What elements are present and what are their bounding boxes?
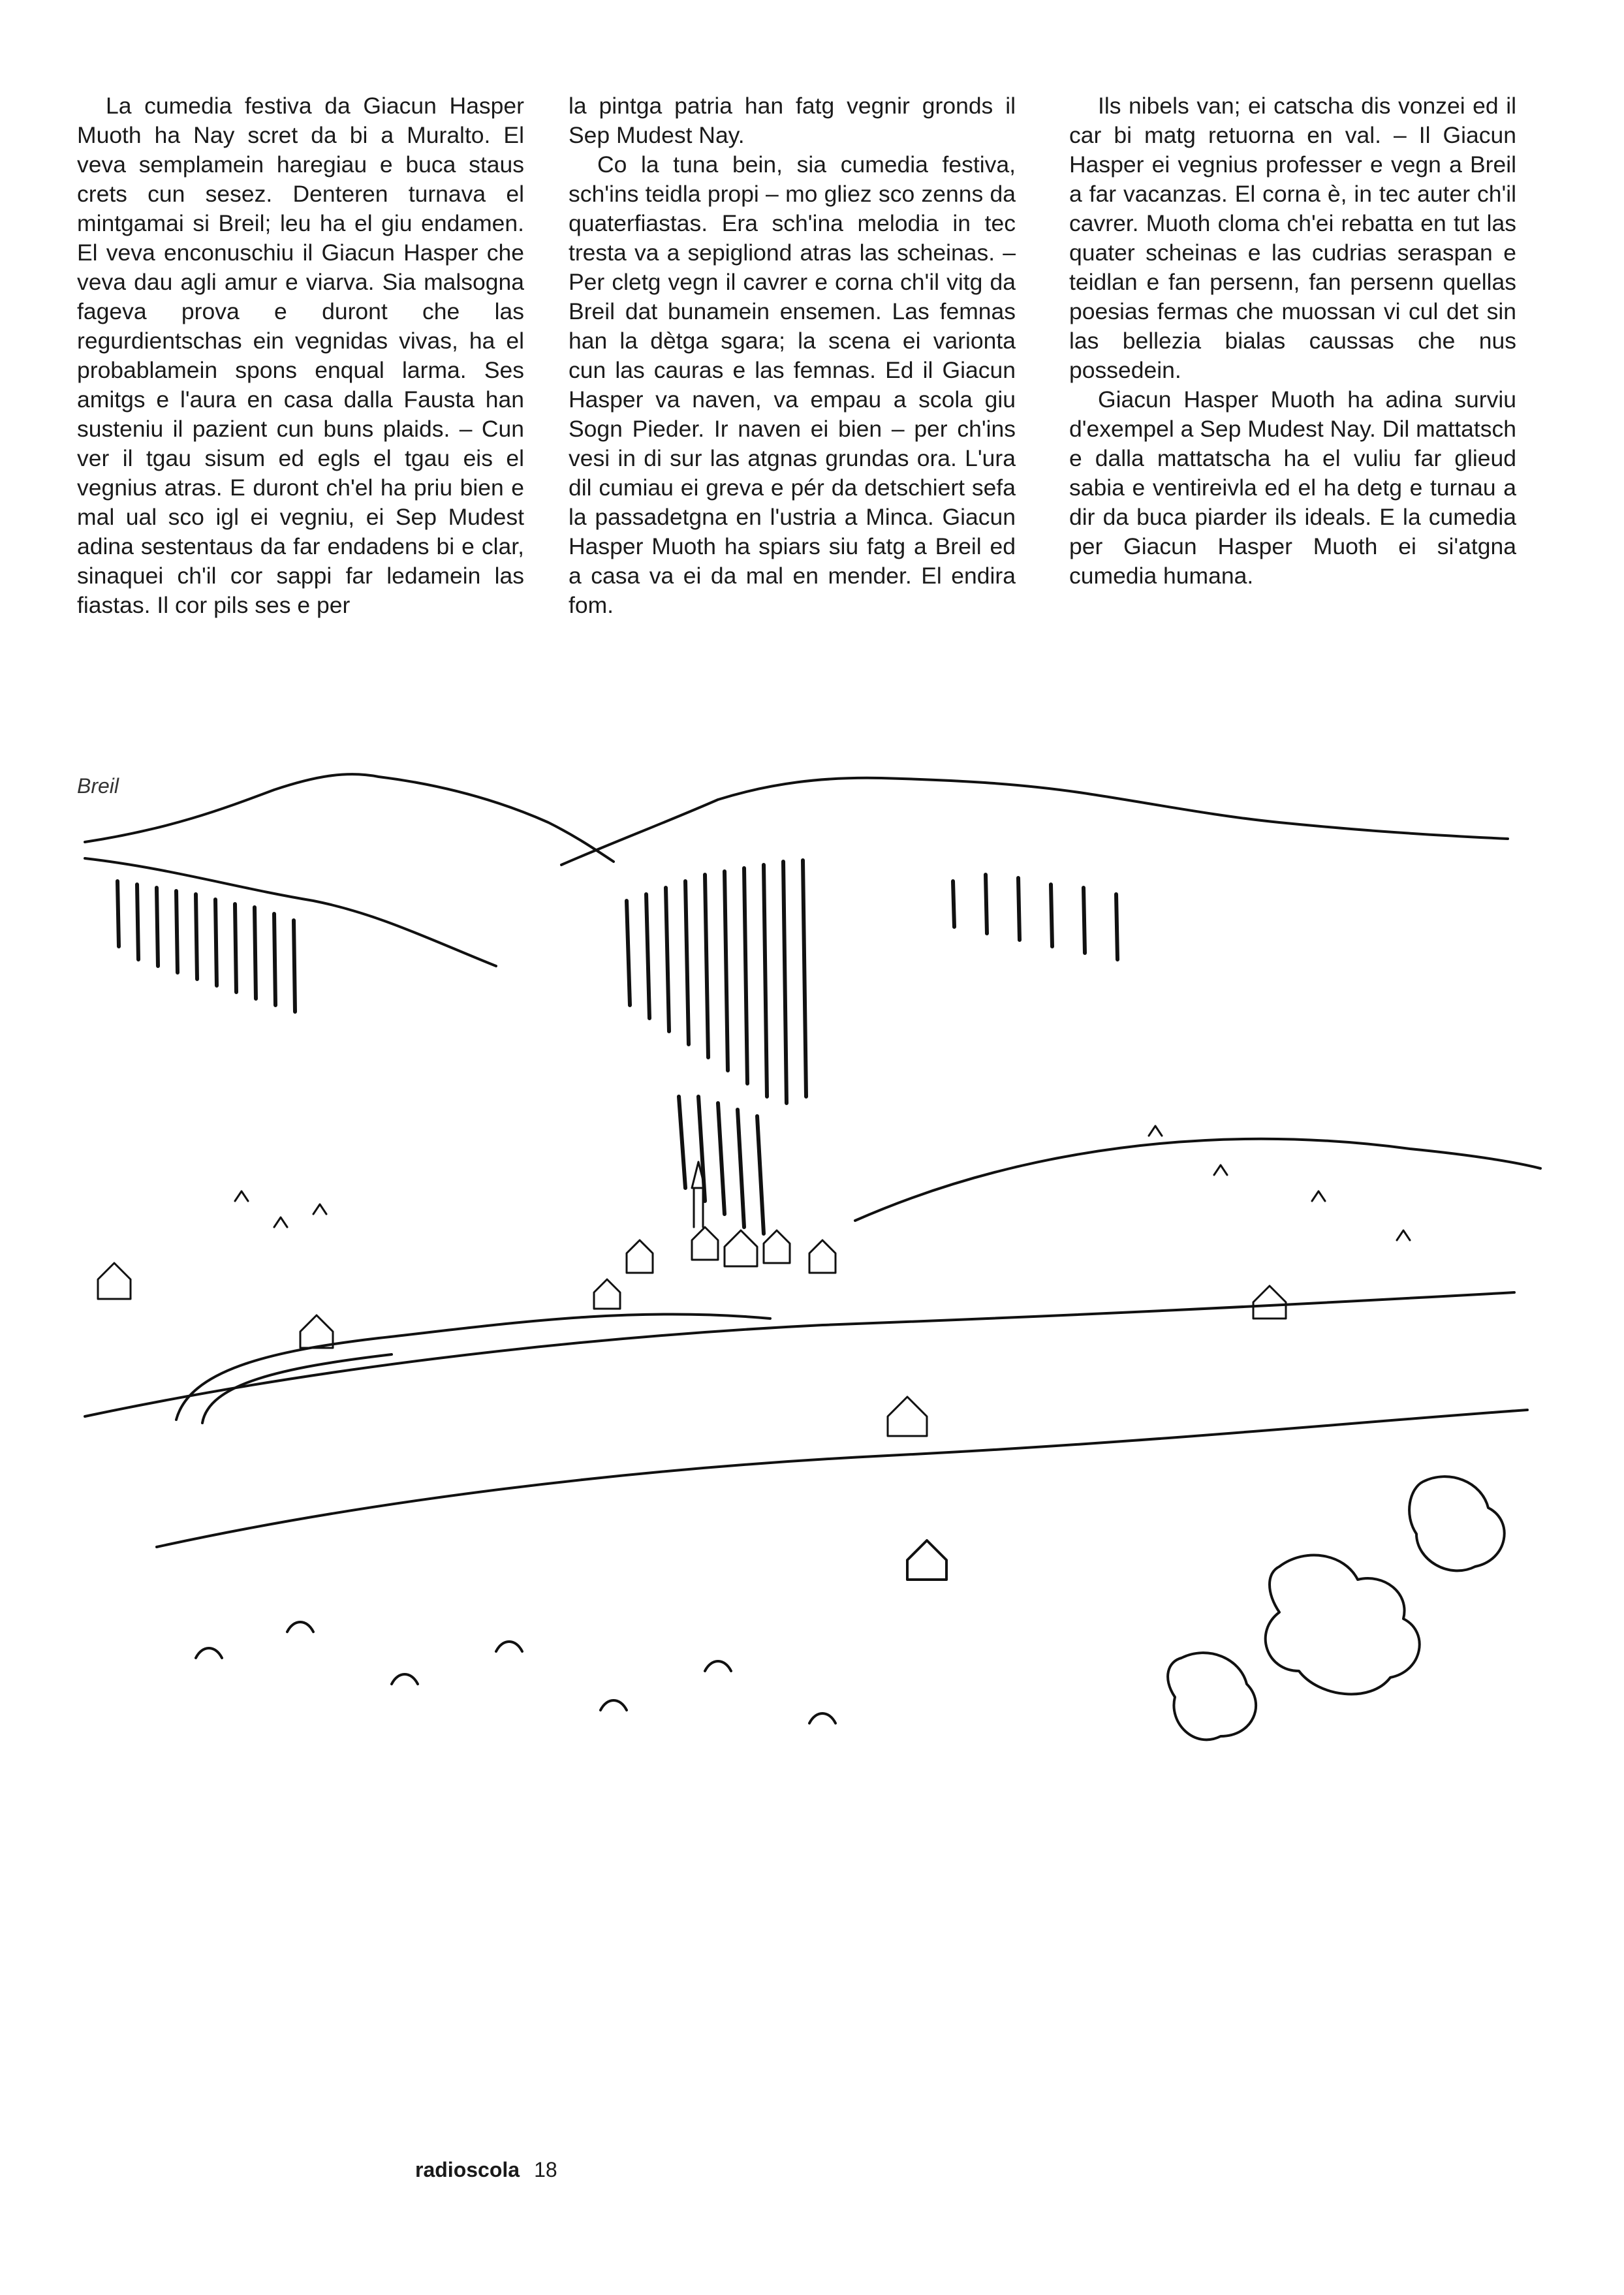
page-number: 18 xyxy=(534,2158,557,2181)
paragraph: Co la tuna bein, sia cumedia festiva, sch'ins teidla propi – mo gliez sco zenns da quaterfiastas. Era sch'ina melodia in tec tresta va a sepigliond atras las scheinas. – Per cletg vegn il cavrer e corna ch'il vitg da Breil dat bunamein ensemen. Las femnas han la dètga sgara; la scena ei varionta cun las cauras e las femnas. Ed il Giacun Hasper va naven, va empau a scola giu Sogn Pieder. Ir naven ei bien – per ch'ins vesi in di sur las atgnas grundas ora. L'ura dil cumiau ei greva e pér da detschiert sefa la passadetgna en l'ustria a Minca. Giacun Hasper Muoth ha spiars siu fatg a Breil ed a casa va ei da mal en mender. El endira fom. xyxy=(569,151,1016,618)
paragraph: Ils nibels van; ei catscha dis vonzei ed il car bi matg retuorna en val. – Il Giacun Hasper ei vegnius professer e vegn a Breil a far vacanzas. El corna è, in tec auter ch'il cavrer. Muoth cloma ch'ei rebatta en tut las quater scheinas e las cudrias seraspan e teidlan e fan persenn, fan persenn quellas poesias fermas che muossan vi cul det sin las bellezia bialas caussas che nus possedein. xyxy=(1069,93,1516,383)
meadow-line xyxy=(157,1410,1527,1547)
main-mountain-ridge xyxy=(561,778,1508,865)
paragraph: Giacun Hasper Muoth ha adina surviu d'exempel a Sep Mudest Nay. Dil mattatsch e dalla mattatscha ha el vuliu far glieud sabia e ventireivla ed el ha detg e turnau a dir da buca piarder ils ideals. E la cumedia per Giacun Hasper Muoth ei si'atgna cumedia humana. xyxy=(1069,386,1516,589)
foreground-shrubs xyxy=(196,1476,1505,1740)
hill-slope-right xyxy=(855,1139,1540,1221)
article-body xyxy=(77,91,1523,666)
paragraph: la pintga patria han fatg vegnir gronds il Sep Mudest Nay. xyxy=(569,93,1016,148)
village-houses xyxy=(98,1162,1286,1436)
text-column-2 xyxy=(569,91,1016,620)
illustration-caption: Breil xyxy=(77,774,119,798)
valley-line xyxy=(85,1292,1514,1416)
road xyxy=(176,1314,770,1420)
sketch-marks xyxy=(235,1126,1410,1240)
forest-hatching xyxy=(117,860,1117,1234)
paragraph: La cumedia festiva da Giacun Hasper Muoth ha Nay scret da bi a Muralto. El veva semplamein haregiau e buca staus crets cun sesez. Denteren turnava el mintgamai si Breil; leu ha el giu endamen. El veva enconuschiu il Giacun Hasper che veva dau agli amur e viarva. Sia malsogna fageva prova e duront che las regurdientschas ein vegnidas vivas, ha el probablamein spons enqual larma. Ses amitgs e l'aura en casa dalla Fausta han susteniu il pazient cun buns plaids. – Cun ver il tgau sisum ed egls el tgau eis el vegnius atras. E duront ch'el ha priu bien e mal ual sco igl ei vegniu, ei Sep Mudest adina sestentaus da far endadens bi e clar, sinaquei ch'il cor sappi far ledamein las fiastas. Il cor pils ses e per xyxy=(77,93,524,618)
village-sketch-illustration xyxy=(39,731,1554,2167)
page-footer xyxy=(415,2158,557,2182)
publication-name: radioscola xyxy=(415,2158,520,2181)
foreground-ridge-left xyxy=(85,858,496,966)
text-column-1 xyxy=(77,91,524,620)
left-mountain-ridge xyxy=(85,774,614,862)
text-column-3 xyxy=(1069,91,1516,591)
